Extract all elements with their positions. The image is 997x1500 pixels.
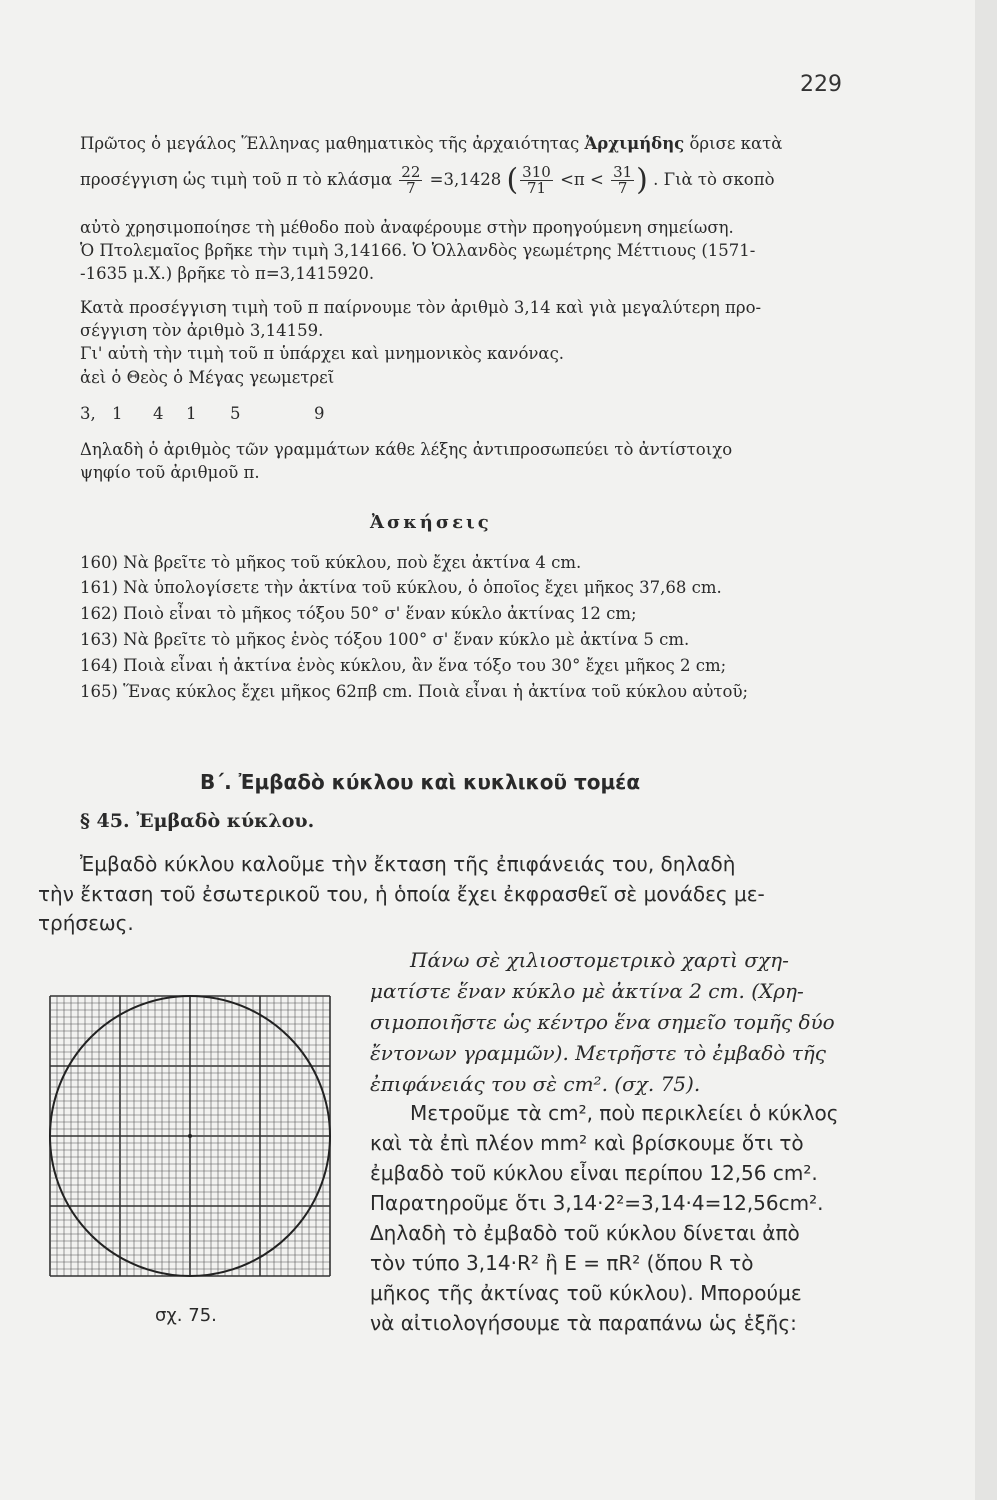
body-line-3: ἐμβαδὸ τοῦ κύκλου εἶναι περίπου 12,56 cm². (370, 1161, 818, 1185)
definition-line-1: Ἐμβαδὸ κύκλου καλοῦμε τὴν ἔκταση τῆς ἐπιφάνειάς του, δηλαδὴ (80, 852, 736, 876)
intro-line-1 (80, 134, 782, 153)
frac3-denominator: 7 (617, 179, 628, 197)
intro-line-3: αὐτὸ χρησιμοποίησε τὴ μέθοδο ποὺ ἀναφέρουμε στὴν προηγούμενη σημείωση. (80, 218, 734, 237)
fraction-31-7 (611, 165, 634, 196)
exercise-161: 161) Νὰ ὑπολογίσετε τὴν ἀκτίνα τοῦ κύκλου, ὁ ὁποῖος ἔχει μῆκος 37,68 cm. (80, 578, 722, 597)
italic-line-3: σιμοποιῆστε ὡς κέντρο ἕνα σημεῖο τομῆς δύο (370, 1010, 835, 1034)
left-paren: ( (506, 162, 519, 198)
body-line-8: νὰ αἰτιολογήσουμε τὰ παραπάνω ὡς ἑξῆς: (370, 1311, 797, 1335)
intro-l2-ineq: <π < (560, 170, 604, 189)
body-line-4: Παρατηροῦμε ὅτι 3,14·2²=3,14·4=12,56cm². (370, 1191, 824, 1215)
italic-line-5: ἐπιφάνειάς του σὲ cm². (σχ. 75). (370, 1072, 701, 1096)
intro-line-2 (80, 160, 775, 201)
italic-line-1: Πάνω σὲ χιλιοστομετρικὸ χαρτὶ σχη- (410, 948, 789, 972)
right-paren: ) (636, 162, 648, 198)
body-line-7: μῆκος τῆς ἀκτίνας τοῦ κύκλου). Μπορούμε (370, 1281, 802, 1305)
paragraph-heading: § 45. Ἐμβαδὸ κύκλου. (80, 810, 315, 832)
exercise-160: 160) Νὰ βρεῖτε τὸ μῆκος τοῦ κύκλου, ποὺ ἔχει ἀκτίνα 4 cm. (80, 553, 582, 572)
mnemonic-phrase: ἀεὶ ὁ Θεὸς ὁ Μέγας γεωμετρεῖ (80, 368, 335, 387)
digit-3: 3, (80, 404, 96, 423)
intro-l2-end: . Γιὰ τὸ σκοπὸ (653, 170, 775, 189)
fraction-22-7 (399, 165, 422, 196)
digit-5: 5 (230, 404, 241, 423)
digit-1b: 1 (186, 404, 197, 423)
circle-center (188, 1134, 192, 1138)
figure-caption: σχ. 75. (155, 1305, 217, 1326)
digit-1a: 1 (112, 404, 123, 423)
frac2-numerator: 310 (522, 163, 551, 181)
digit-9: 9 (314, 404, 325, 423)
intro-line-6: Κατὰ προσέγγιση τιμὴ τοῦ π παίρνουμε τὸν ἀριθμὸ 3,14 καὶ γιὰ μεγαλύτερη προ- (80, 298, 762, 317)
intro-l2-text: προσέγγιση ὡς τιμὴ τοῦ π τὸ κλάσμα (80, 170, 393, 189)
exercise-163: 163) Νὰ βρεῖτε τὸ μῆκος ἑνὸς τόξου 100° σ' ἕναν κύκλο μὲ ἀκτίνα 5 cm. (80, 630, 690, 649)
exercise-164: 164) Ποιὰ εἶναι ἡ ἀκτίνα ἑνὸς κύκλου, ἂν ἕνα τόξο του 30° ἔχει μῆκος 2 cm; (80, 656, 727, 675)
intro-l1-text: Πρῶτος ὁ μεγάλος Ἕλληνας μαθηματικὸς τῆς ἀρχαιότητας (80, 134, 585, 153)
intro-line-8: Γι' αὐτὴ τὴν τιμὴ τοῦ π ὑπάρχει καὶ μνημονικὸς κανόνας. (80, 344, 565, 363)
mnemonic-digits (80, 404, 500, 428)
frac1-numerator: 22 (401, 163, 421, 181)
page-number: 229 (800, 72, 842, 97)
intro-l2-value: =3,1428 (429, 170, 502, 189)
definition-line-2: τὴν ἔκταση τοῦ ἐσωτερικοῦ του, ἡ ὁποία ἔχει ἐκφρασθεῖ σὲ μονάδες με- (38, 882, 765, 906)
figure-75-graph-paper (40, 990, 340, 1280)
frac3-numerator: 31 (613, 163, 633, 181)
archimedes-name: Ἀρχιμήδης (584, 134, 685, 153)
section-title: Β΄. Ἐμβαδὸ κύκλου καὶ κυκλικοῦ τομέα (200, 770, 641, 794)
intro-l1-end: ὅρισε κατὰ (684, 134, 783, 153)
body-line-6: τὸν τύπο 3,14·R² ἢ Ε = πR² (ὅπου R τὸ (370, 1251, 754, 1275)
body-line-1: Μετροῦμε τὰ cm², ποὺ περικλείει ὁ κύκλος (410, 1101, 839, 1125)
exercise-162: 162) Ποιὸ εἶναι τὸ μῆκος τόξου 50° σ' ἕναν κύκλο ἀκτίνας 12 cm; (80, 604, 637, 623)
intro-line-4: Ὁ Πτολεμαῖος βρῆκε τὴν τιμὴ 3,14166. Ὁ Ὁλλανδὸς γεωμέτρης Μέττιους (1571- (80, 241, 756, 260)
intro-line-11: Δηλαδὴ ὁ ἀριθμὸς τῶν γραμμάτων κάθε λέξης ἀντιπροσωπεύει τὸ ἀντίστοιχο (80, 440, 733, 459)
page-edge-shadow (975, 0, 997, 1500)
frac2-denominator: 71 (526, 179, 547, 197)
italic-line-4: ἔντονων γραμμῶν). Μετρῆστε τὸ ἐμβαδὸ τῆς (370, 1041, 826, 1065)
intro-line-7: σέγγιση τὸν ἀριθμὸ 3,14159. (80, 321, 324, 340)
exercises-title: Ἀσκήσεις (370, 512, 492, 533)
frac1-denominator: 7 (406, 179, 416, 197)
italic-line-2: ματίστε ἕναν κύκλο μὲ ἀκτίνα 2 cm. (Χρη- (370, 979, 804, 1003)
intro-line-12: ψηφίο τοῦ ἀριθμοῦ π. (80, 463, 260, 482)
exercise-165: 165) Ἕνας κύκλος ἔχει μῆκος 62πβ cm. Ποιὰ εἶναι ἡ ἀκτίνα τοῦ κύκλου αὐτοῦ; (80, 682, 749, 701)
fraction-310-71 (520, 165, 553, 196)
definition-line-3: τρήσεως. (38, 911, 134, 935)
digit-4: 4 (153, 404, 164, 423)
body-line-2: καὶ τὰ ἐπὶ πλέον mm² καὶ βρίσκουμε ὅτι τὸ (370, 1131, 804, 1155)
intro-line-5: -1635 μ.Χ.) βρῆκε τὸ π=3,1415920. (80, 264, 375, 283)
body-line-5: Δηλαδὴ τὸ ἐμβαδὸ τοῦ κύκλου δίνεται ἀπὸ (370, 1221, 800, 1245)
